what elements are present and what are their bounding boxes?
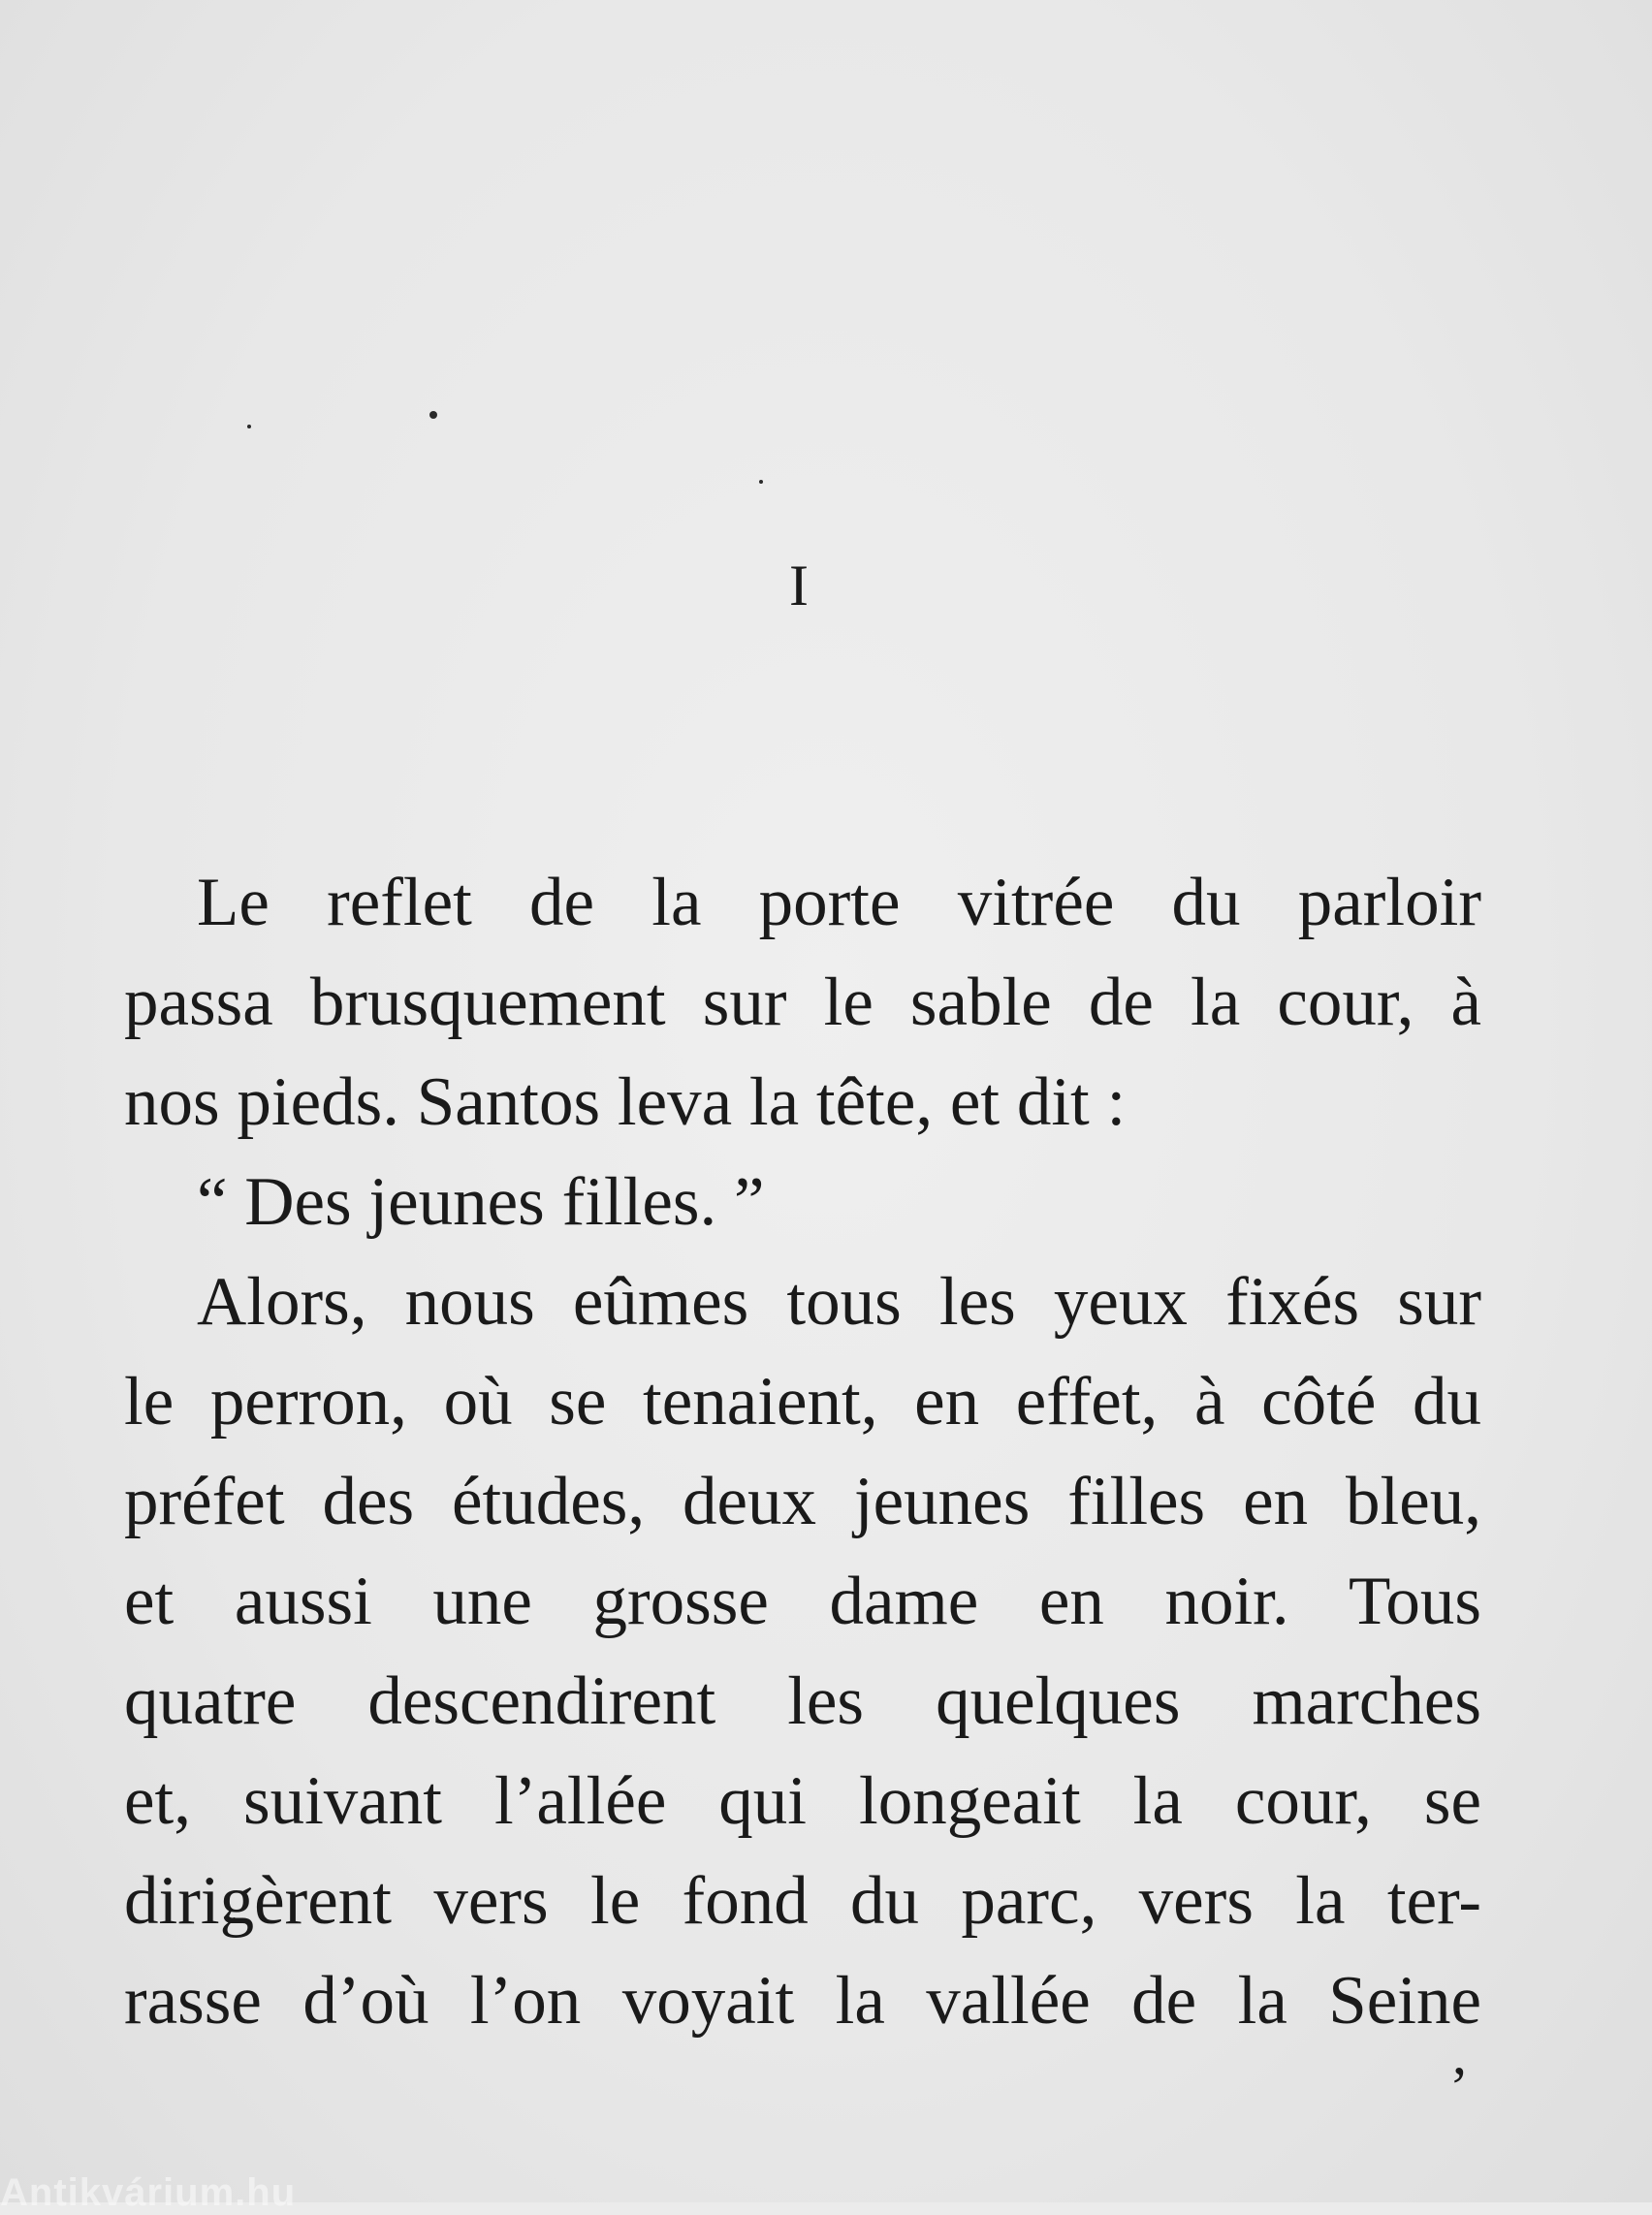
text-line: le perron, où se tenaient, en effet, à côté du bbox=[124, 1364, 1481, 1440]
text-line: “ Des jeunes filles. ” bbox=[197, 1164, 765, 1240]
text-line: nos pieds. Santos leva la tête, et dit : bbox=[124, 1064, 1127, 1140]
watermark-text: Antikvárium.hu bbox=[0, 2171, 297, 2214]
trailing-comma: , bbox=[1452, 2022, 1467, 2086]
ink-speck bbox=[429, 411, 437, 419]
ink-speck bbox=[759, 480, 763, 484]
text-line: et, suivant l’allée qui longeait la cour, se bbox=[124, 1763, 1481, 1839]
text-line: et aussi une grosse dame en noir. Tous bbox=[124, 1564, 1481, 1639]
chapter-body-text bbox=[124, 853, 1481, 2051]
text-line: rasse d’où l’on voyait la vallée de la Seine bbox=[124, 1963, 1481, 2039]
text-line: préfet des études, deux jeunes filles en bleu, bbox=[124, 1464, 1481, 1539]
ink-speck bbox=[247, 425, 251, 428]
text-line: Alors, nous eûmes tous les yeux fixés sur bbox=[197, 1264, 1481, 1340]
chapter-numeral: I bbox=[789, 554, 810, 617]
text-line: quatre descendirent les quelques marches bbox=[124, 1663, 1481, 1739]
text-line: Le reflet de la porte vitrée du parloir bbox=[197, 865, 1481, 940]
text-line: dirigèrent vers le fond du parc, vers la ter- bbox=[124, 1863, 1481, 1939]
text-line: passa brusquement sur le sable de la cour, à bbox=[124, 965, 1481, 1040]
